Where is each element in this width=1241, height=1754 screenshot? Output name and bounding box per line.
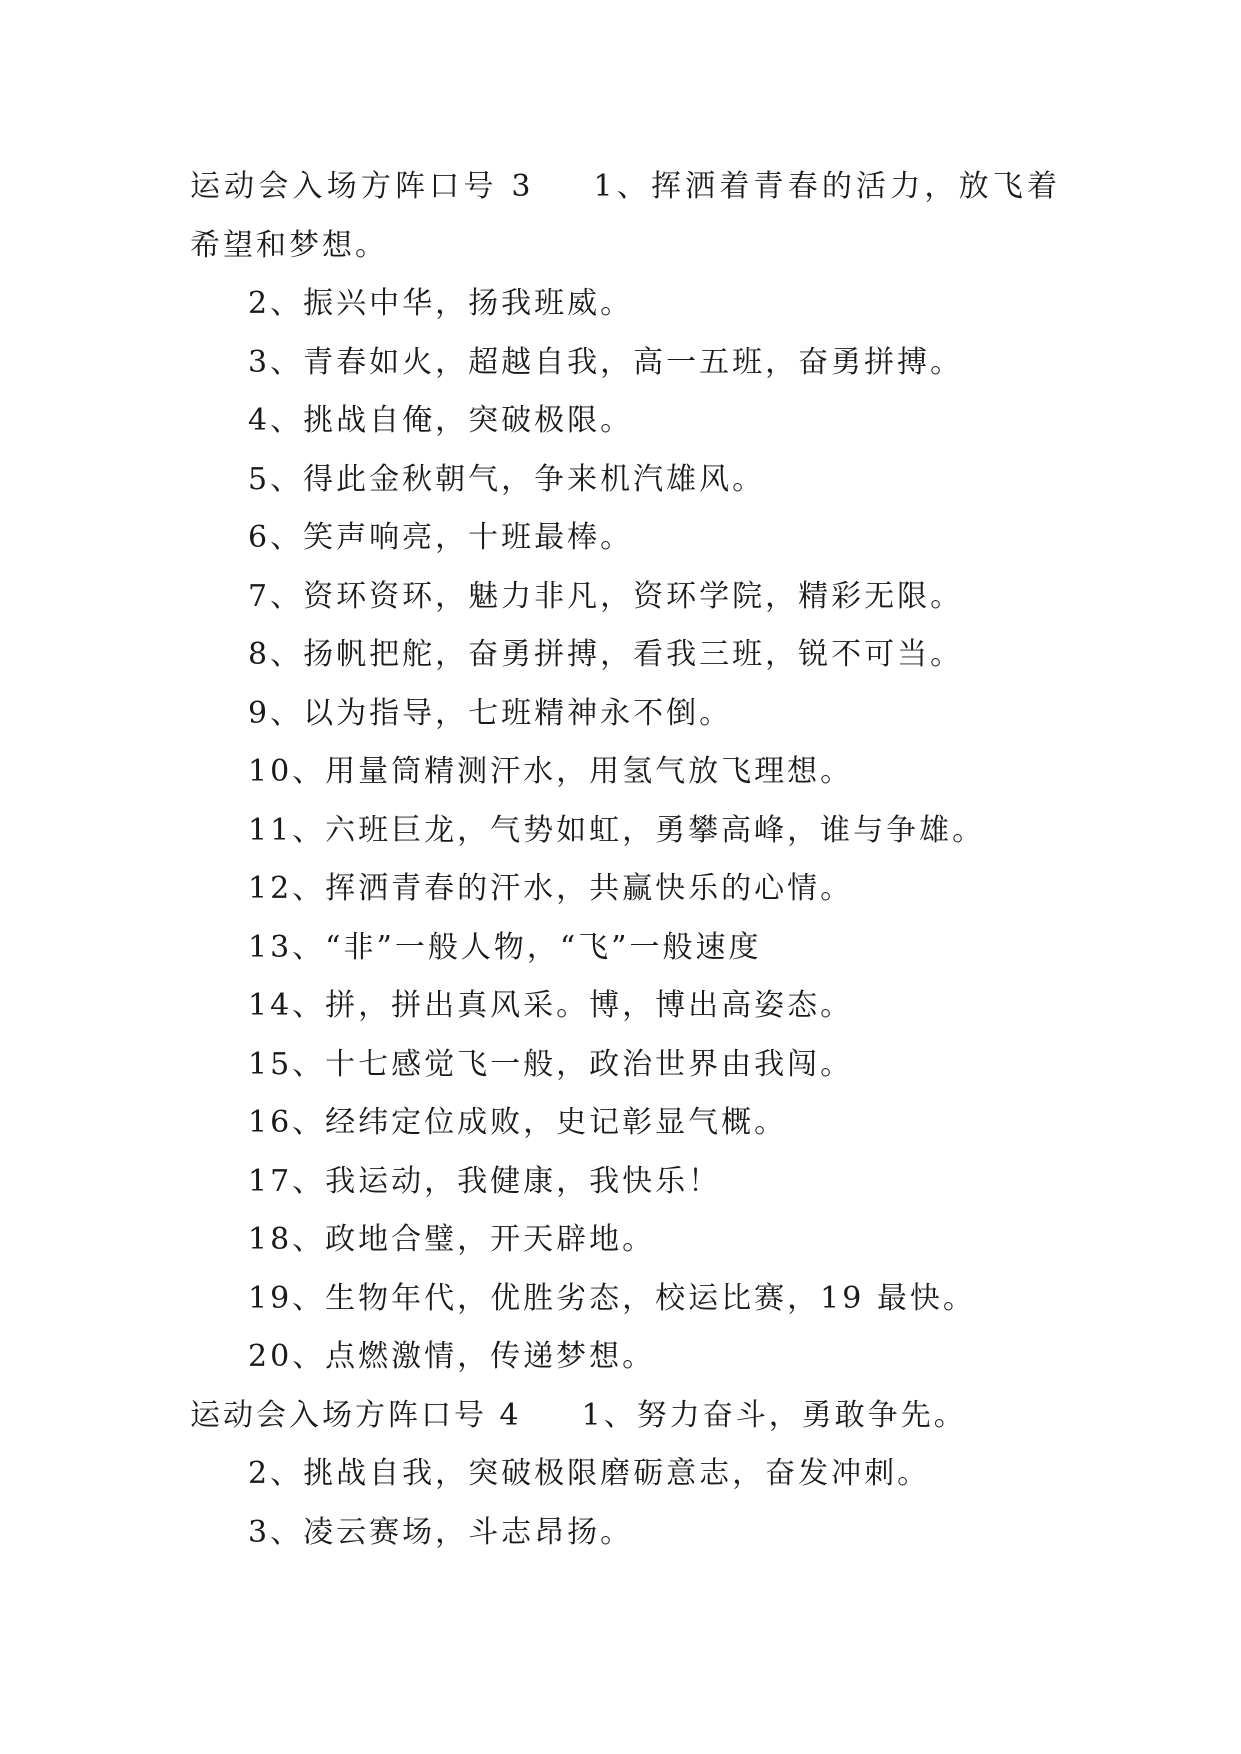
- section-4-title: 运动会入场方阵口号 4: [190, 1397, 522, 1433]
- list-item: 6、笑声响亮，十班最棒。: [248, 520, 634, 555]
- list-item: 10、用量筒精测汗水，用氢气放飞理想。: [248, 754, 854, 789]
- list-item: 11、六班巨龙，气势如虹，勇攀高峰，谁与争雄。: [248, 812, 986, 848]
- list-item: 19、生物年代，优胜劣态，校运比赛，19 最快。: [248, 1280, 976, 1316]
- list-item: 2、挑战自我，突破极限磨砺意志，奋发冲刺。: [248, 1456, 931, 1491]
- list-item: 3、凌云赛场，斗志昂扬。: [248, 1514, 634, 1550]
- section-3-heading-paragraph: [190, 158, 1060, 275]
- list-item: 3、青春如火，超越自我，高一五班，奋勇拼搏。: [248, 344, 964, 380]
- list-item: 7、资环资环，魅力非凡，资环学院，精彩无限。: [248, 578, 964, 614]
- section-4-heading-paragraph: [190, 1387, 1060, 1446]
- document-body: [190, 158, 1060, 1562]
- list-item: 14、拼，拼出真风采。博，博出高姿态。: [248, 988, 854, 1023]
- section-4-item-1: 1、努力奋斗，勇敢争先。: [581, 1397, 967, 1433]
- list-item: 16、经纬定位成败，史记彰显气概。: [248, 1105, 788, 1140]
- list-item: 9、以为指导，七班精神永不倒。: [248, 695, 733, 731]
- list-item: 18、政地合璧，开天辟地。: [248, 1222, 656, 1257]
- section-3-item-1: 1、挥洒着青春的活力，放飞着希望和梦想。: [190, 169, 1060, 263]
- list-item: 2、振兴中华，扬我班威。: [248, 286, 634, 321]
- list-item: 4、挑战自俺，突破极限。: [248, 403, 634, 438]
- list-item: 15、十七感觉飞一般，政治世界由我闯。: [248, 1046, 854, 1082]
- list-item: 12、挥洒青春的汗水，共赢快乐的心情。: [248, 871, 854, 906]
- list-item: 13、“非”一般人物，“飞”一般速度: [248, 929, 762, 965]
- list-item: 8、扬帆把舵，奋勇拼搏，看我三班，锐不可当。: [248, 637, 964, 672]
- section-3-title: 运动会入场方阵口号 3: [190, 169, 534, 204]
- list-item: 17、我运动，我健康，我快乐！: [248, 1163, 722, 1199]
- list-item: 20、点燃激情，传递梦想。: [248, 1339, 656, 1374]
- list-item: 5、得此金秋朝气，争来机汽雄风。: [248, 461, 766, 497]
